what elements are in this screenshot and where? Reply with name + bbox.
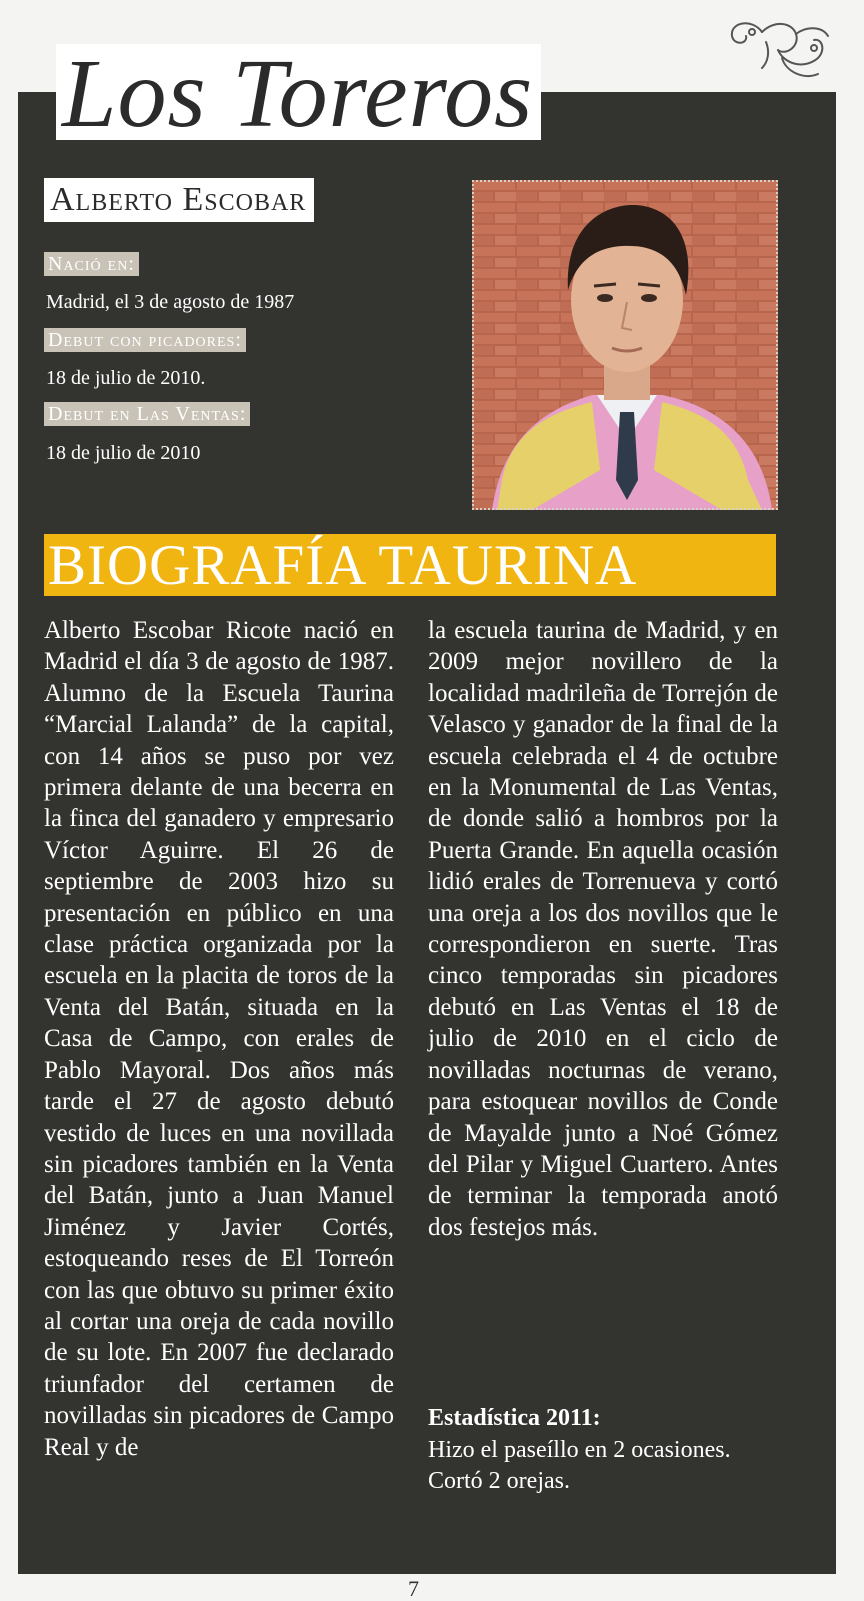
page-number: 7 (408, 1576, 419, 1601)
torero-name-box (44, 178, 314, 222)
fact-label-debut-picadores: Debut con picadores: (44, 328, 246, 352)
stats-line-orejas: Cortó 2 orejas. (428, 1468, 570, 1494)
fact-value-debut-ventas: 18 de julio de 2010 (46, 442, 201, 464)
page-title: Los Toreros (62, 40, 534, 148)
fact-value-birth: Madrid, el 3 de agosto de 1987 (46, 291, 295, 313)
fact-label-debut-ventas: Debut en Las Ventas: (44, 402, 250, 426)
biography-column-left (44, 615, 394, 1463)
fact-label-birth: Nació en: (44, 252, 139, 276)
torero-portrait-photo (472, 180, 778, 510)
biography-column-right (428, 615, 778, 1243)
page-title-box (56, 40, 541, 148)
fact-value-debut-picadores: 18 de julio de 2010. (46, 367, 206, 389)
biography-text-right: la escuela taurina de Madrid, y en 2009 mejor novillero de la localidad madrileña de Torrejón de Velasco y ganador de la final de la escuela celebrada el 4 de octubre en la Monumental de Las Ventas, de donde salió a hombros por la Puerta Grande. En aquella ocasión lidió erales de Torrenueva y cortó una oreja a los dos novillos que le correspondieron en suerte. Tras cinco temporadas sin picadores debutó en Las Ventas el 18 de julio de 2010 en el ciclo de novilladas nocturnas de verano, para estoquear novillos de Conde de Mayalde junto a Noé Gómez del Pilar y Miguel Cuartero. Antes de terminar la temporada anotó dos festejos más. (428, 617, 778, 1241)
stats-heading: Estadística 2011: (428, 1405, 601, 1431)
flourish-ornament-icon (722, 12, 836, 84)
section-banner (44, 534, 776, 596)
torero-name: Alberto Escobar (50, 181, 307, 218)
biography-text-left: Alberto Escobar Ricote nació en Madrid el día 3 de agosto de 1987. Alumno de la Escuela Taurina “Marcial Lalanda” de la capital, con 14 años se puso por vez primera delante de una becerra en la finca del ganadero y empresario Víctor Aguirre. El 26 de septiembre de 2003 hizo su presentación en público en una clase práctica organizada por la escuela en la placita de toros de la Venta del Batán, situada en la Casa de Campo, con erales de Pablo Mayoral. Dos años más tarde el 27 de agosto debutó vestido de luces en una novillada sin picadores también en la Venta del Batán, junto a Juan Manuel Jiménez y Javier Cortés, estoqueando reses de El Torreón con las que obtuvo su primer éxito al cortar una oreja de cada novillo de su lote. En 2007 fue declarado triunfador del certamen de novilladas sin picadores de Campo Real y de (44, 617, 394, 1461)
section-heading: BIOGRAFÍA TAURINA (48, 534, 638, 597)
stats-line-paseillo: Hizo el paseíllo en 2 ocasiones. (428, 1437, 731, 1463)
